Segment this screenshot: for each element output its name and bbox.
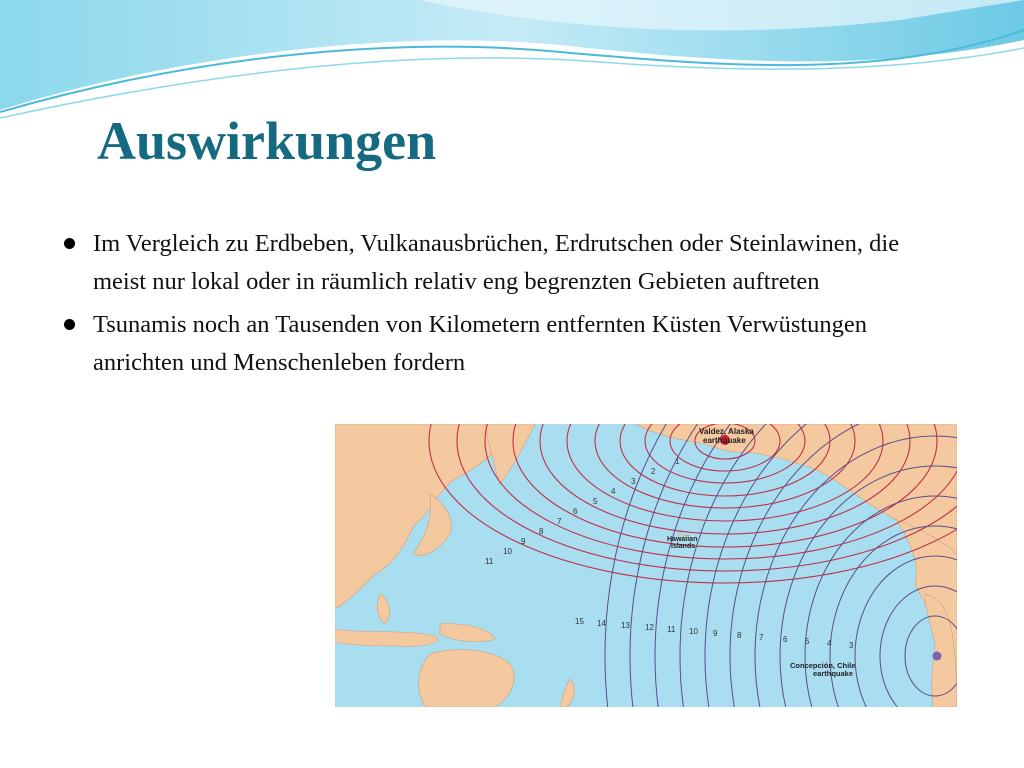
- chile-hour-label: 7: [759, 633, 764, 642]
- bullet-list: [62, 225, 942, 387]
- australia: [419, 650, 514, 707]
- chile-epicenter-marker: [933, 652, 942, 661]
- chile-hour-label: 10: [689, 627, 698, 636]
- chile-label-line1: Concepción, Chile: [790, 661, 856, 670]
- bullet-text: Tsunamis noch an Tausenden von Kilometern entfernten Küsten Verwüstungen anrichten und Menschenleben fordern: [93, 311, 868, 376]
- alaska-hour-label: 7: [557, 517, 562, 526]
- chile-hour-label: 6: [783, 635, 788, 644]
- hawaii-label-line1: Hawaiian: [667, 536, 698, 543]
- alaska-label-line2: earthquake: [703, 436, 746, 445]
- alaska-hour-label: 8: [539, 527, 544, 536]
- alaska-hour-label: 4: [611, 487, 616, 496]
- chile-hour-label: 14: [597, 619, 606, 628]
- chile-hour-label: 3: [849, 641, 854, 650]
- chile-hour-label: 8: [737, 631, 742, 640]
- slide-title: Auswirkungen: [97, 111, 437, 171]
- chile-hour-label: 5: [805, 637, 810, 646]
- alaska-hour-label: 5: [593, 497, 598, 506]
- alaska-hour-label: 6: [573, 507, 578, 516]
- bullet-text: Im Vergleich zu Erdbeben, Vulkanausbrüchen, Erdrutschen oder Steinlawinen, die meist nur lokal oder in räumlich relativ eng begrenzten Gebieten auftreten: [93, 230, 900, 295]
- bullet-item: [62, 306, 942, 382]
- tsunami-map: [335, 424, 957, 707]
- tsunami-map-image: [335, 424, 957, 707]
- bullet-icon: [64, 319, 75, 330]
- alaska-hour-label: 1: [675, 457, 680, 466]
- chile-label-line2: earthquake: [813, 669, 854, 678]
- chile-hour-label: 15: [575, 617, 584, 626]
- alaska-label-line1: Valdez, Alaska: [699, 427, 754, 436]
- chile-hour-label: 11: [667, 625, 676, 634]
- bullet-item: [62, 225, 942, 301]
- chile-hour-label: 12: [645, 623, 654, 632]
- bullet-icon: [64, 238, 75, 249]
- chile-hour-label: 4: [827, 639, 832, 648]
- alaska-hour-label: 2: [651, 467, 656, 476]
- hawaii-label-line2: Islands: [671, 543, 696, 550]
- alaska-hour-label: 3: [631, 477, 636, 486]
- alaska-hour-label: 11: [485, 557, 494, 566]
- alaska-hour-label: 9: [521, 537, 526, 546]
- alaska-hour-label: 10: [503, 547, 512, 556]
- chile-hour-label: 13: [621, 621, 630, 630]
- chile-hour-label: 9: [713, 629, 718, 638]
